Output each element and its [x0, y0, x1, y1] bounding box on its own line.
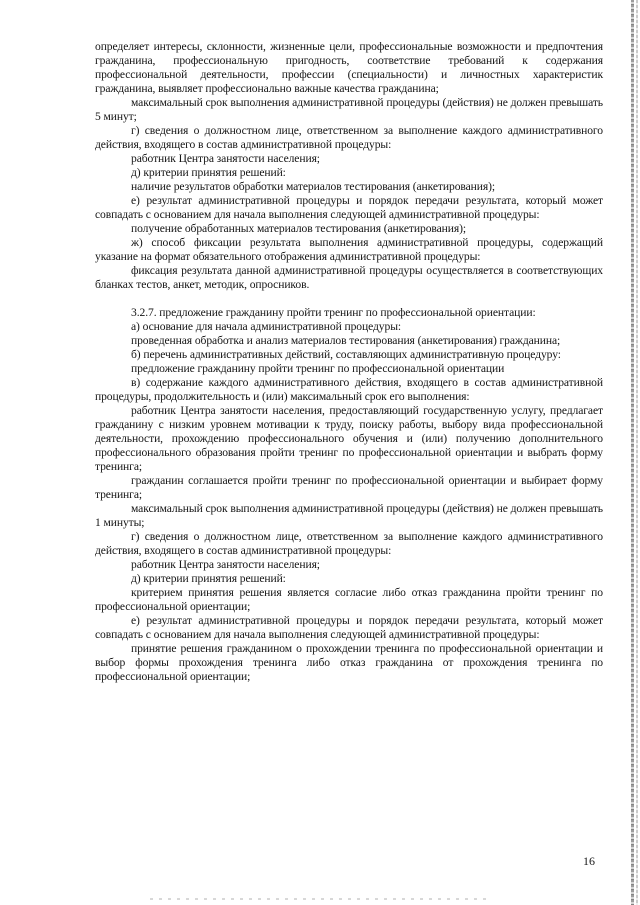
paragraph: д) критерии принятия решений:: [131, 166, 286, 179]
paragraph: г) сведения о должностном лице, ответственном за выполнение каждого административного действия, входящего в состав административной процедуры:: [95, 124, 603, 151]
paragraph: д) критерии принятия решений:: [131, 572, 286, 585]
paragraph: б) перечень административных действий, составляющих административную процедуру:: [131, 348, 561, 361]
paragraph: 3.2.7. предложение гражданину пройти тренинг по профессиональной ориентации:: [131, 306, 536, 319]
paragraph: работник Центра занятости населения;: [131, 152, 320, 165]
paragraph: а) основание для начала административной процедуры:: [131, 320, 402, 333]
paragraph: критерием принятия решения является согласие либо отказ гражданина пройти тренинг по профессиональной ориентации;: [95, 586, 603, 613]
paragraph: работник Центра занятости населения, предоставляющий государственную услугу, предлагает гражданину с низким уровнем мотивации к труду, поиску работы, выбору вида профессиональной деятельности, прохождению профессионального обучения и (или) получению дополнительного профессионального образования пройти тренинг по профессиональной ориентации и выбрать форму тренинга;: [95, 404, 603, 473]
paragraph: фиксация результата данной административной процедуры осуществляется в соответствующих бланках тестов, анкет, методик, опросников.: [95, 264, 603, 291]
scan-bottom-marks: [150, 898, 490, 900]
paragraph: получение обработанных материалов тестирования (анкетирования);: [131, 222, 466, 235]
paragraph: максимальный срок выполнения административной процедуры (действия) не должен превышать 5 минут;: [95, 96, 603, 123]
paragraph: в) содержание каждого административного действия, входящего в состав административной процедуры, продолжительность и (или) максимальный срок его выполнения:: [95, 376, 603, 403]
paragraph-gap: [95, 292, 603, 306]
paragraph: наличие результатов обработки материалов тестирования (анкетирования);: [131, 180, 495, 193]
paragraph: работник Центра занятости населения;: [131, 558, 320, 571]
paragraph: г) сведения о должностном лице, ответственном за выполнение каждого административного действия, входящего в состав административной процедуры:: [95, 530, 603, 557]
page-number: 16: [583, 854, 595, 868]
paragraph: гражданин соглашается пройти тренинг по профессиональной ориентации и выбирает форму тренинга;: [95, 474, 603, 501]
paragraph: проведенная обработка и анализ материалов тестирования (анкетирования) гражданина;: [131, 334, 561, 347]
paragraph: определяет интересы, склонности, жизненные цели, профессиональные возможности и предпочтения гражданина, профессиональную пригодность, соответствие требований к содержания профессиональной деятельности, профессии (специальности) и личностных характеристик гражданина, выявляет профессионально важные качества гражданина;: [95, 40, 603, 95]
paragraph: максимальный срок выполнения административной процедуры (действия) не должен превышать 1 минуты;: [95, 502, 603, 529]
scan-edge-artifact: [631, 0, 634, 905]
document-body: [95, 40, 603, 684]
paragraph: е) результат административной процедуры и порядок передачи результата, который может совпадать с основанием для начала выполнения следующей административной процедуры:: [95, 614, 603, 641]
paragraph: принятие решения гражданином о прохождении тренинга по профессиональной ориентации и выбор формы прохождения тренинга либо отказ гражданина от прохождения тренинга по профессиональной ориентации;: [95, 642, 603, 683]
paragraph: предложение гражданину пройти тренинг по профессиональной ориентации: [131, 362, 505, 375]
scan-edge-artifact-secondary: [636, 0, 638, 905]
paragraph: е) результат административной процедуры и порядок передачи результата, который может совпадать с основанием для начала выполнения следующей административной процедуры:: [95, 194, 603, 221]
paragraph: ж) способ фиксации результата выполнения административной процедуры, содержащий указание на формат обязательного отображения административной процедуры:: [95, 236, 603, 263]
